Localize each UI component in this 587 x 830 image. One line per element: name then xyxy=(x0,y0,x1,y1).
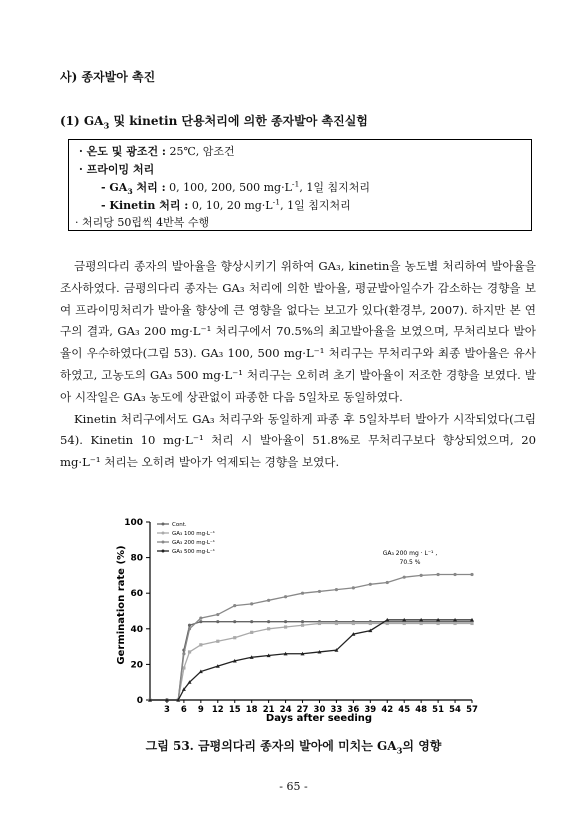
data-point xyxy=(216,620,219,623)
data-point xyxy=(318,622,321,625)
legend-label: Cont. xyxy=(172,522,187,528)
x-tick-label: 36 xyxy=(347,705,360,715)
data-point xyxy=(335,588,338,591)
figure-caption: 그림 53. 금평의다리 종자의 발아에 미치는 $GA_3$의 영향 xyxy=(145,739,442,756)
condition-priming: · 프라이밍 처리 xyxy=(79,163,155,176)
data-point xyxy=(301,620,304,623)
chart-legend xyxy=(157,522,215,555)
legend-label: GA₃ 100 mg·L⁻¹ xyxy=(172,531,215,537)
y-tick-label: 80 xyxy=(130,553,143,564)
germination-chart xyxy=(110,510,490,725)
data-point xyxy=(352,586,355,589)
data-point xyxy=(250,631,253,634)
paragraph-1: 금평의다리 종자의 발아율을 향상시키기 위하여 GA₃, kinetin을 농도별 처리하여 발아율을 조사하였다. 금평의다리 종자는 GA₃ 처리에 의한 발아율, 평균발아일수가 감소하는 경향을 보여 프라이밍처리가 발아율 향상에 큰 영향을 없다는 보고가 있다(환경부, 2007). 하지만 본 연구의 결과, GA₃ 200 mg·L⁻¹ 처리구에서 70.5%의 최고발아율을 보였으며, 무처리보다 발아율이 우수하였다(그림 53). GA₃ 100, 500 mg·L⁻¹ 처리구는 무처리구와 최종 발아율은 유사하였고, 고농도의 GA₃ 500 mg·L⁻¹ 처리구는 오히려 초기 발아율이 저조한 경향을 보였다. 발아 시작일은 GA₃ 농도에 상관없이 파종한 다음 5일차로 동일하였다. xyxy=(60,259,536,404)
legend-marker xyxy=(162,523,165,526)
experiment-title: (1) $GA_3$ 및 kinetin 단용처리에 의한 종자발아 촉진실험 xyxy=(60,114,368,131)
data-point xyxy=(233,604,236,607)
x-tick-label: 15 xyxy=(228,705,241,715)
x-tick-label: 33 xyxy=(330,705,343,715)
legend-label: GA₃ 500 mg·L⁻¹ xyxy=(172,549,215,555)
x-tick-label: 12 xyxy=(211,705,224,715)
data-point xyxy=(284,625,287,628)
data-point xyxy=(470,622,473,625)
data-point xyxy=(182,652,185,655)
data-point xyxy=(199,617,202,620)
y-tick-label: 60 xyxy=(130,589,143,600)
chart-axes xyxy=(124,518,478,715)
series-line xyxy=(150,620,472,700)
data-point xyxy=(216,640,219,643)
x-tick-label: 18 xyxy=(245,705,258,715)
data-point xyxy=(386,581,389,584)
data-point xyxy=(352,622,355,625)
x-tick-label: 57 xyxy=(466,705,478,715)
data-point xyxy=(199,620,202,623)
chart-series xyxy=(148,573,474,702)
condition-temperature: · 온도 및 광조건 : 25℃, 암조건 xyxy=(79,145,235,158)
data-point xyxy=(318,590,321,593)
y-tick-label: 20 xyxy=(130,660,143,671)
data-point xyxy=(403,622,406,625)
page-number: - 65 - xyxy=(279,780,308,793)
data-point xyxy=(335,622,338,625)
legend-marker xyxy=(162,550,165,553)
y-axis-label: Germination rate (%) xyxy=(116,545,127,665)
data-point xyxy=(453,573,456,576)
data-point xyxy=(233,620,236,623)
data-point xyxy=(470,573,473,576)
x-axis-label: Days after seeding xyxy=(265,713,373,724)
body-text xyxy=(60,256,536,474)
condition-kinetin: - Kinetin 처리 : 0, 10, 20 $mg\cdot L^{-1}$, 1일 침지처리 xyxy=(101,197,351,212)
y-tick-label: 100 xyxy=(124,518,143,528)
data-point xyxy=(301,592,304,595)
data-point xyxy=(216,613,219,616)
series-line xyxy=(150,623,472,700)
data-point xyxy=(233,636,236,639)
x-tick-label: 39 xyxy=(364,705,377,715)
x-tick-label: 45 xyxy=(398,705,411,715)
data-point xyxy=(403,576,406,579)
data-point xyxy=(284,620,287,623)
data-point xyxy=(369,583,372,586)
data-point xyxy=(250,620,253,623)
annotation-line-2: 70.5 % xyxy=(399,559,421,566)
x-tick-label: 42 xyxy=(381,705,394,715)
conditions-box xyxy=(68,139,532,231)
data-point xyxy=(267,599,270,602)
y-tick-label: 40 xyxy=(130,624,143,635)
x-tick-label: 9 xyxy=(197,705,204,715)
data-point xyxy=(437,622,440,625)
x-tick-label: 51 xyxy=(432,705,445,715)
data-point xyxy=(267,620,270,623)
data-point xyxy=(420,574,423,577)
data-point xyxy=(369,622,372,625)
series-line xyxy=(150,622,472,700)
data-point xyxy=(386,622,389,625)
data-point xyxy=(188,650,191,653)
data-point xyxy=(188,624,191,627)
data-point xyxy=(437,573,440,576)
legend-label: GA₃ 200 mg·L⁻¹ xyxy=(172,540,215,546)
x-tick-label: 48 xyxy=(415,705,428,715)
x-tick-label: 54 xyxy=(449,705,461,715)
legend-marker xyxy=(162,541,165,544)
data-point xyxy=(453,622,456,625)
x-tick-label: 27 xyxy=(296,705,309,715)
paragraph-2: Kinetin 처리구에서도 GA₃ 처리구와 동일하게 파종 후 5일차부터 발아가 시작되었다(그림 54). Kinetin 10 mg·L⁻¹ 처리 시 발아율이 51.8%로 무처리구보다 향상되었으며, 20 mg·L⁻¹ 처리는 오히려 발아가 억제되는 경향을 보였다. xyxy=(60,411,536,470)
data-point xyxy=(188,627,191,630)
data-point xyxy=(301,624,304,627)
data-point xyxy=(267,627,270,630)
x-tick-label: 6 xyxy=(180,705,187,715)
data-point xyxy=(199,643,202,646)
annotation-line-1: GA₃ 200 mg · L⁻¹ , xyxy=(382,550,438,557)
data-point xyxy=(284,595,287,598)
y-tick-label: 0 xyxy=(136,696,143,706)
x-tick-label: 30 xyxy=(313,705,326,715)
x-tick-label: 24 xyxy=(279,705,292,715)
legend-marker xyxy=(162,532,165,535)
condition-ga3: - $GA_3$ 처리 : 0, 100, 200, 500 $mg\cdot L^{-1}$, 1일 침지처리 xyxy=(101,179,371,197)
series-line xyxy=(150,575,472,700)
x-tick-label: 3 xyxy=(163,705,170,715)
data-point xyxy=(420,622,423,625)
x-tick-label: 21 xyxy=(262,705,275,715)
section-title: 사) 종자발아 촉진 xyxy=(60,70,156,84)
condition-replicates: · 처리당 50립씩 4반복 수행 xyxy=(75,216,210,229)
data-point xyxy=(250,602,253,605)
